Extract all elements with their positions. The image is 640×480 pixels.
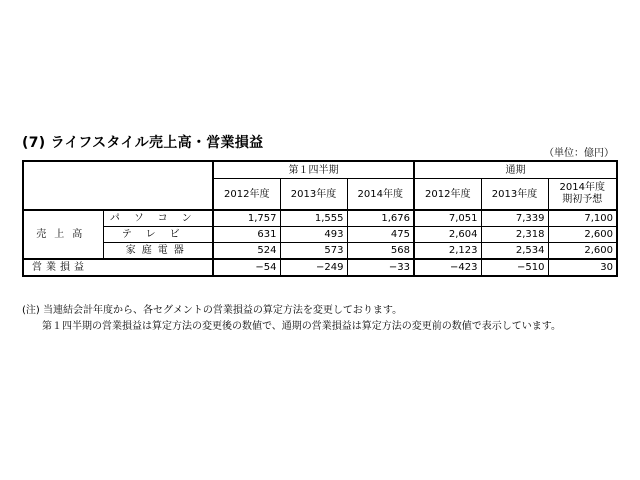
table-cell: −510: [481, 259, 548, 276]
table-cell: −249: [280, 259, 347, 276]
table-cell: 7,100: [548, 210, 617, 227]
footnote-2: 第１四半期の営業損益は算定方法の変更後の数値で、通期の営業損益は算定方法の変更前の数値で表示しています。: [42, 321, 561, 332]
year-header: 2013年度: [280, 179, 347, 211]
sales-row-header: 売上高: [23, 210, 103, 259]
forecast-initial-text: 期初予想: [562, 194, 603, 205]
year-header: 2014年度: [347, 179, 414, 211]
table-cell: 7,339: [481, 210, 548, 227]
table-cell: 2,123: [414, 243, 481, 260]
year-header: 2012年度: [213, 179, 280, 211]
op-profit-label: 営業損益: [23, 259, 213, 276]
tv-label: テレビ: [103, 227, 213, 243]
group-header-q1: 第１四半期: [213, 161, 414, 179]
table-cell: 2,600: [548, 243, 617, 260]
year-header: 2012年度: [414, 179, 481, 211]
table-cell: 2,318: [481, 227, 548, 243]
table-cell: −54: [213, 259, 280, 276]
table-cell: 2,600: [548, 227, 617, 243]
year-header-forecast: [548, 179, 617, 211]
year-header: 2013年度: [481, 179, 548, 211]
table-cell: 568: [347, 243, 414, 260]
table-cell: 2,604: [414, 227, 481, 243]
section-title: (7) ライフスタイル売上高・営業損益: [22, 135, 264, 151]
table-cell: 1,555: [280, 210, 347, 227]
pc-label: パソコン: [103, 210, 213, 227]
table-cell: 30: [548, 259, 617, 276]
table-cell: 631: [213, 227, 280, 243]
table-cell: 1,676: [347, 210, 414, 227]
group-header-full-year: 通期: [414, 161, 617, 179]
table-cell: 475: [347, 227, 414, 243]
table-cell: −33: [347, 259, 414, 276]
financial-table: [22, 160, 618, 277]
table-cell: 1,757: [213, 210, 280, 227]
footnote-1: (注) 当連結会計年度から、各セグメントの営業損益の算定方法を変更しております。: [22, 305, 403, 316]
table-cell: 493: [280, 227, 347, 243]
forecast-year-text: 2014年度: [559, 182, 605, 193]
corner-cell: [23, 161, 213, 210]
table-cell: 2,534: [481, 243, 548, 260]
table-cell: 524: [213, 243, 280, 260]
unit-label: （単位：億円）: [544, 148, 614, 159]
table-cell: −423: [414, 259, 481, 276]
appliance-label: 家庭電器: [103, 243, 213, 260]
table-cell: 7,051: [414, 210, 481, 227]
table-cell: 573: [280, 243, 347, 260]
